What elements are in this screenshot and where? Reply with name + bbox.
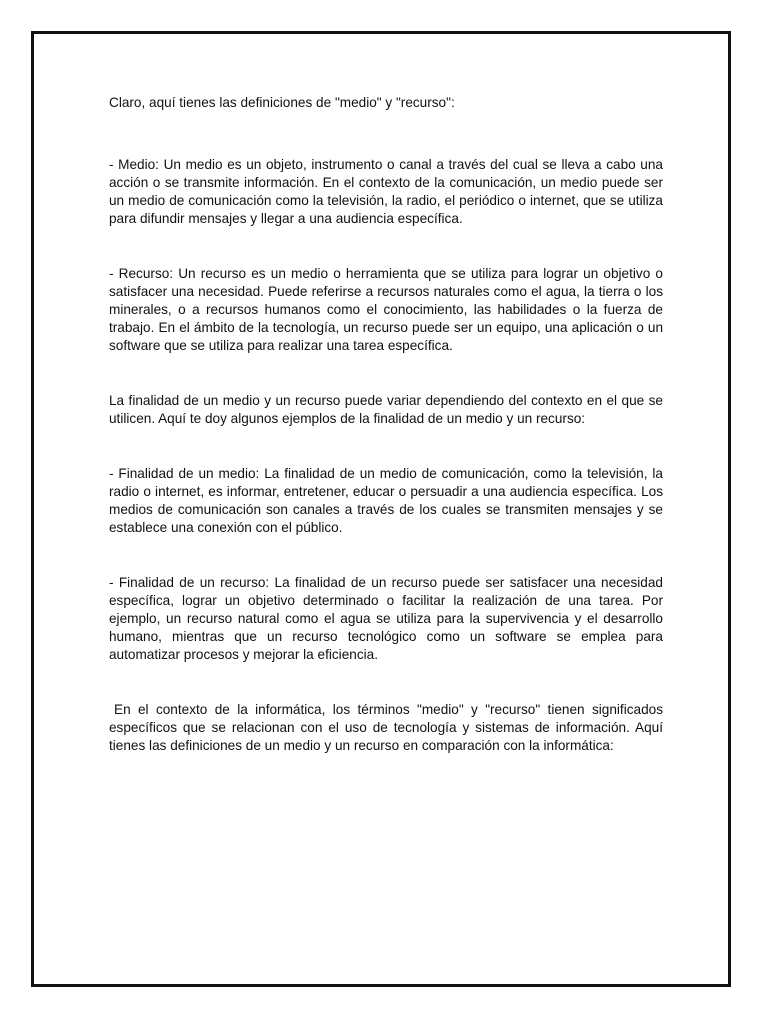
finalidad-intro-paragraph: La finalidad de un medio y un recurso puede variar dependiendo del contexto en el que se utilicen. Aquí te doy algunos ejemplos de la finalidad de un medio y un recurso:	[109, 393, 663, 426]
document-body	[109, 94, 663, 792]
recurso-definition-paragraph: - Recurso: Un recurso es un medio o herramienta que se utiliza para lograr un objetivo o satisfacer una necesidad. Puede referirse a recursos naturales como el agua, la tierra o los minerales, o a recursos humanos como el conocimiento, las habilidades o la fuerza de trabajo. En el ámbito de la tecnología, un recurso puede ser un equipo, una aplicación o un software que se utiliza para realizar una tarea específica.	[109, 266, 663, 353]
finalidad-recurso-paragraph: - Finalidad de un recurso: La finalidad de un recurso puede ser satisfacer una necesidad específica, lograr un objetivo determinado o facilitar la realización de una tarea. Por ejemplo, un recurso natural como el agua se utiliza para la supervivencia y el desarrollo humano, mientras que un recurso tecnológico como un software se emplea para automatizar procesos y mejorar la eficiencia.	[109, 575, 663, 662]
intro-paragraph: Claro, aquí tienes las definiciones de "medio" y "recurso":	[109, 95, 455, 110]
document-page	[31, 31, 731, 987]
finalidad-medio-paragraph: - Finalidad de un medio: La finalidad de un medio de comunicación, como la televisión, la radio o internet, es informar, entretener, educar o persuadir a una audiencia específica. Los medios de comunicación son canales a través de los cuales se transmiten mensajes y se establece una conexión con el público.	[109, 466, 663, 535]
medio-definition-paragraph: - Medio: Un medio es un objeto, instrumento o canal a través del cual se lleva a cabo una acción o se transmite información. En el contexto de la comunicación, un medio puede ser un medio de comunicación como la televisión, la radio, el periódico o internet, que se utiliza para difundir mensajes y llegar a una audiencia específica.	[109, 157, 663, 226]
informatica-context-paragraph: En el contexto de la informática, los términos "medio" y "recurso" tienen significados específicos que se relacionan con el uso de tecnología y sistemas de información. Aquí tienes las definiciones de un medio y un recurso en comparación con la informática:	[109, 702, 663, 753]
